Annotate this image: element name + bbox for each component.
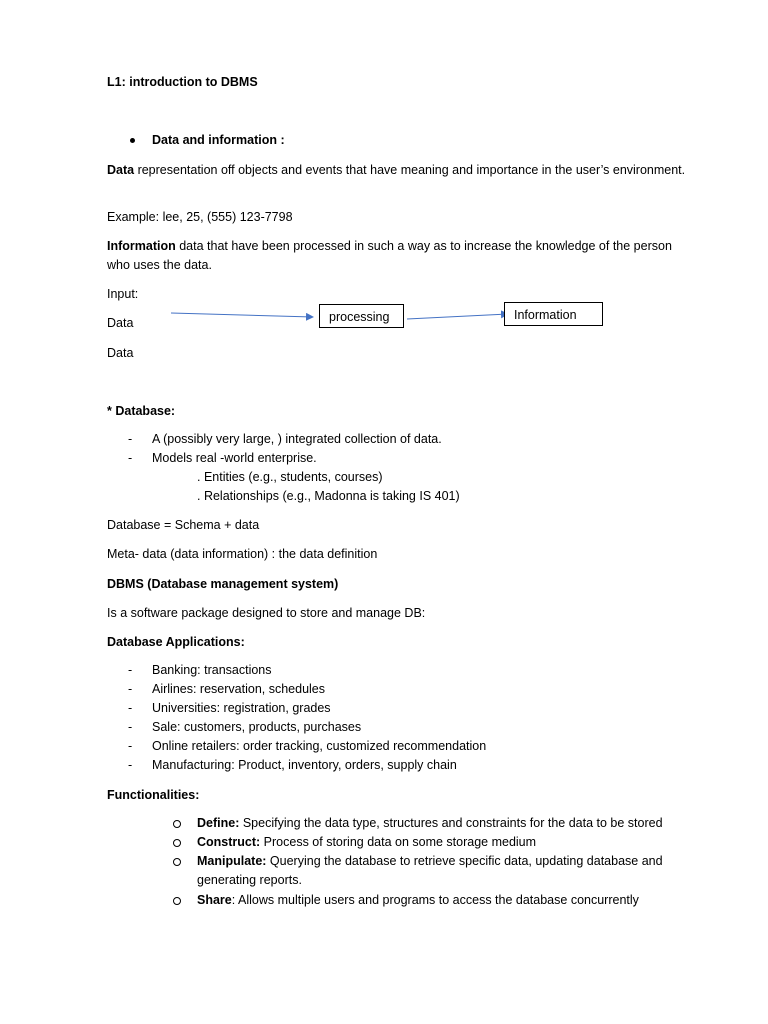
meta-data-line: Meta- data (data information) : the data definition (107, 547, 378, 561)
functionality-text: Specifying the data type, structures and constraints for the data to be stored (239, 816, 663, 830)
list-item: A (possibly very large, ) integrated collection of data. (152, 432, 442, 446)
processing-box: processing (319, 304, 404, 328)
list-item: Airlines: reservation, schedules (152, 682, 325, 696)
arrow-processing-to-information (407, 314, 508, 319)
list-item: Sale: customers, products, purchases (152, 720, 362, 734)
term-information: Information (107, 239, 176, 253)
data-definition-text: representation off objects and events that have meaning and importance in the user’s environment. (134, 163, 686, 177)
dash-marker: - (128, 663, 133, 677)
functionalities-heading: Functionalities: (107, 788, 200, 802)
circle-bullet-icon (173, 897, 181, 905)
section-heading-data-info: Data and information : (152, 133, 285, 147)
page-title: L1: introduction to DBMS (107, 75, 258, 89)
functionality-text: Querying the database to retrieve specific data, updating database and generating reports. (197, 854, 663, 887)
list-item: Banking: transactions (152, 663, 272, 677)
circle-bullet-icon (173, 858, 181, 866)
circle-bullet-icon (173, 839, 181, 847)
functionality-term: Construct: (197, 835, 261, 849)
functionality-text: Process of storing data on some storage medium (260, 835, 537, 849)
functionality-term: Define: (197, 816, 240, 830)
dash-marker: - (128, 701, 133, 715)
sub-list-item: . Relationships (e.g., Madonna is taking IS 401) (197, 489, 460, 503)
flow-arrows (0, 0, 768, 400)
dbms-heading: DBMS (Database management system) (107, 577, 339, 591)
functionality-item (197, 833, 536, 852)
list-item: Models real -world enterprise. (152, 451, 317, 465)
dbms-description: Is a software package designed to store and manage DB: (107, 606, 426, 620)
circle-bullet-icon (173, 820, 181, 828)
example-line: Example: lee, 25, (555) 123-7798 (107, 210, 293, 224)
data-label-2: Data (107, 346, 134, 360)
database-heading: * Database: (107, 404, 176, 418)
dash-marker: - (128, 432, 133, 446)
input-label: Input: (107, 287, 139, 301)
functionality-term: Share (197, 893, 232, 907)
dash-marker: - (128, 758, 133, 772)
information-definition-text: data that have been processed in such a way as to increase the knowledge of the person who uses the data. (107, 239, 672, 272)
term-data: Data (107, 163, 135, 177)
dash-marker: - (128, 720, 133, 734)
functionality-term: Manipulate: (197, 854, 267, 868)
functionality-item (197, 814, 663, 833)
functionality-text: : Allows multiple users and programs to access the database concurrently (231, 893, 639, 907)
information-box: Information (504, 302, 603, 326)
schema-line: Database = Schema + data (107, 518, 260, 532)
applications-heading: Database Applications: (107, 635, 245, 649)
data-label-1: Data (107, 316, 134, 330)
dash-marker: - (128, 451, 133, 465)
functionality-item (197, 852, 677, 890)
list-item: Universities: registration, grades (152, 701, 331, 715)
list-item: Online retailers: order tracking, customized recommendation (152, 739, 487, 753)
dash-marker: - (128, 739, 133, 753)
sub-list-item: . Entities (e.g., students, courses) (197, 470, 383, 484)
functionality-item (197, 891, 639, 910)
list-item: Manufacturing: Product, inventory, orders, supply chain (152, 758, 457, 772)
arrow-data-to-processing (171, 313, 313, 317)
dash-marker: - (128, 682, 133, 696)
